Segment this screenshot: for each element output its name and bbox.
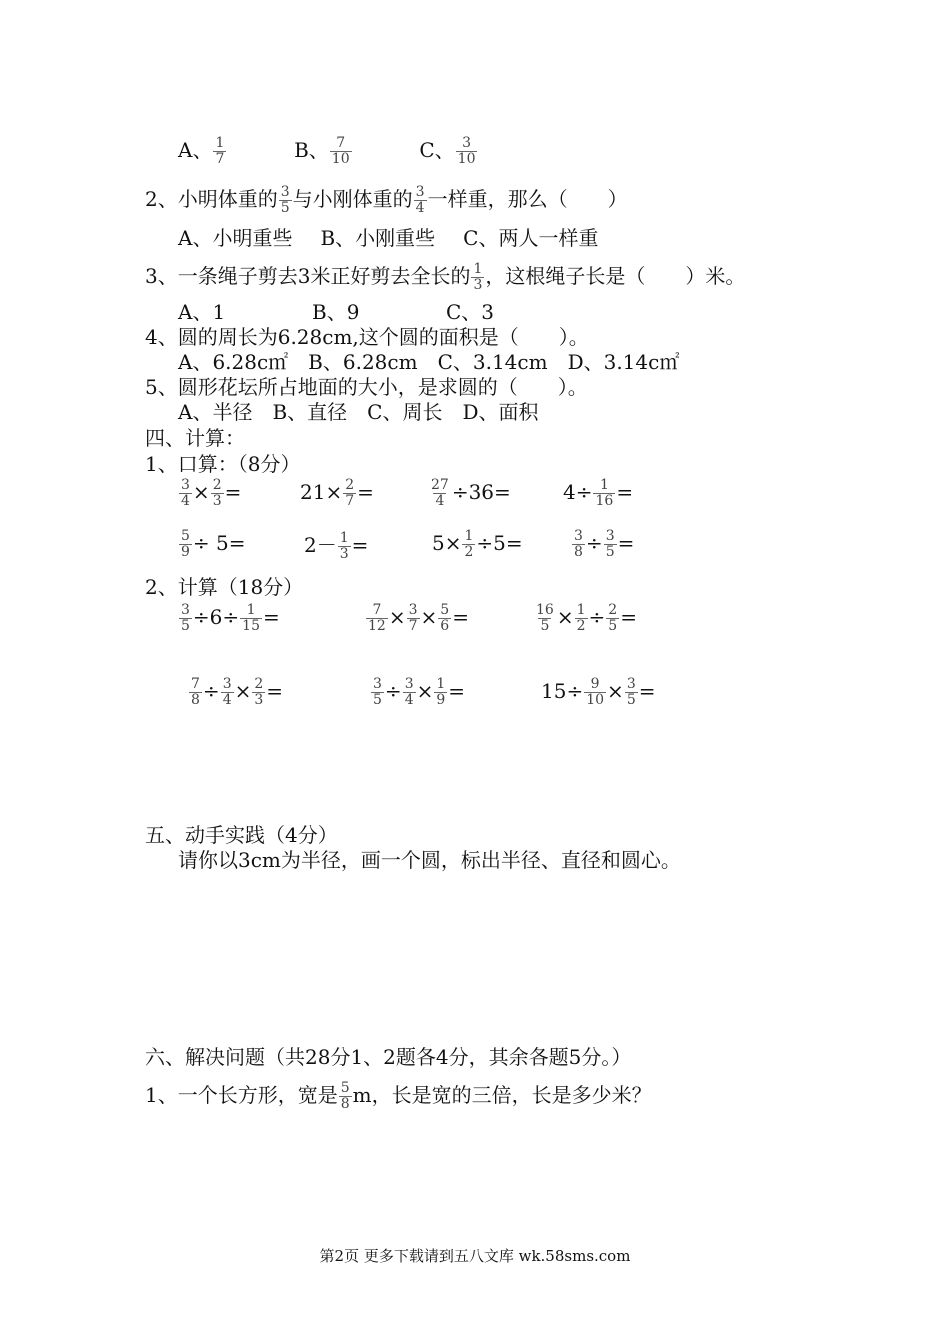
oral-expr-4: 4÷ $\frac{1}{16}$ = (563, 477, 634, 509)
page-footer: 第2页 更多下载请到五八文库 wk.58sms.com (319, 1247, 631, 1265)
calc-expr-1: $\frac{3}{5}$ ÷6÷ $\frac{1}{15}$ = (181, 602, 280, 634)
question-3: 3、一条绳子剪去3米正好剪去全长的 $\frac{1}{3}$ ，这根绳子长是（ ）米。 (145, 261, 746, 293)
section-5-body: 请你以3cm为半径，画一个圆，标出半径、直径和圆心。 (178, 848, 681, 872)
section-6-question-1: 1、一个长方形，宽是 $\frac{5}{8}$ m，长是宽的三倍，长是多少米？ (145, 1080, 652, 1112)
q1-options: A、 $\frac{1}{7}$ B、 $\frac{7}{10}$ C、 $\frac{3}{10}$ (178, 135, 476, 167)
calc-expr-3: $\frac{16}{5}$ × $\frac{1}{2}$ ÷ $\frac{2}{5}$ = (536, 602, 637, 634)
fraction: $\frac{3}{10}$ (457, 135, 476, 167)
question-5-options: A、半径 B、直径 C、周长 D、面积 (178, 400, 539, 424)
question-2: 2、小明体重的 $\frac{3}{5}$ 与小刚体重的 $\frac{3}{4}$ 一样重，那么（ ） (145, 184, 628, 216)
fraction: $\frac{1}{3}$ (473, 261, 483, 293)
section-5-title: 五、动手实践（4分） (145, 823, 338, 847)
fraction: $\frac{7}{10}$ (331, 135, 350, 167)
question-5: 5、圆形花坛所占地面的大小，是求圆的（ ）。 (145, 375, 588, 399)
oral-expr-1: $\frac{3}{4}$ × $\frac{2}{3}$ = (181, 477, 242, 509)
oral-expr-6: 2－ $\frac{1}{3}$ = (304, 530, 369, 562)
question-4-options: A、6.28c㎡ B、6.28cm C、3.14cm D、3.14c㎡ (178, 350, 680, 374)
oral-calc-title: 1、口算：（8分） (145, 452, 301, 476)
calc-expr-5: $\frac{3}{5}$ ÷ $\frac{3}{4}$ × $\frac{1}{9}$ = (373, 676, 466, 708)
fraction: $\frac{5}{8}$ (340, 1080, 350, 1112)
section-4-title: 四、计算： (145, 426, 245, 450)
oral-expr-5: $\frac{5}{9}$ ÷ 5= (181, 528, 246, 560)
question-4: 4、圆的周长为6.28cm,这个圆的面积是（ ）。 (145, 325, 589, 349)
calc-expr-4: $\frac{7}{8}$ ÷ $\frac{3}{4}$ × $\frac{2}{3}$ = (191, 676, 284, 708)
oral-expr-2: 21× $\frac{2}{7}$ = (300, 477, 374, 509)
fraction: $\frac{3}{5}$ (280, 184, 290, 216)
question-3-options: A、1 B、9 C、3 (178, 300, 495, 324)
section-6-title: 六、解决问题（共28分1、2题各4分，其余各题5分。） (145, 1045, 632, 1069)
question-2-options: A、小明重些 B、小刚重些 C、两人一样重 (178, 226, 599, 250)
fraction: $\frac{1}{7}$ (215, 135, 225, 167)
fraction: $\frac{3}{4}$ (415, 184, 425, 216)
calc-expr-2: $\frac{7}{12}$ × $\frac{3}{7}$ × $\frac{5}{6}$ = (368, 602, 469, 634)
calc-expr-6: 15÷ $\frac{9}{10}$ × $\frac{3}{5}$ = (541, 676, 656, 708)
oral-expr-7: 5× $\frac{1}{2}$ ÷5= (432, 528, 523, 560)
calc-title: 2、计算（18分） (145, 575, 304, 599)
oral-expr-3: $\frac{27}{4}$ ÷36= (431, 477, 511, 509)
oral-expr-8: $\frac{3}{8}$ ÷ $\frac{3}{5}$ = (574, 528, 635, 560)
